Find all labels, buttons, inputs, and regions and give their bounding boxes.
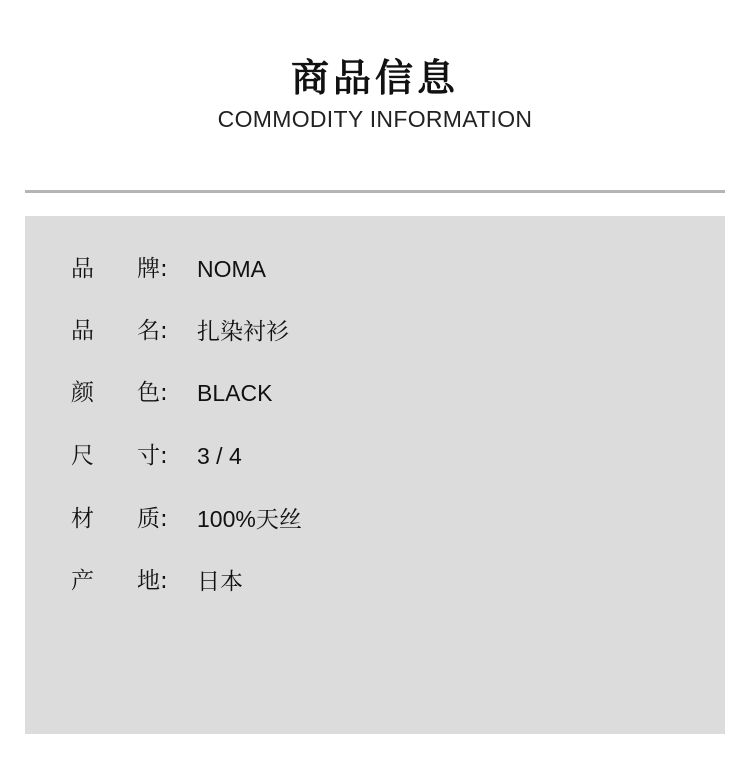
row-value: 扎染衬衫 xyxy=(197,318,289,344)
row-value: 3 / 4 xyxy=(197,443,242,469)
row-label-first-char: 尺 xyxy=(71,443,94,469)
row-label-first-char: 材 xyxy=(71,506,94,532)
product-info-panel xyxy=(25,216,725,734)
row-label-first-char: 颜 xyxy=(71,380,94,406)
row-label-second-char: 地: xyxy=(137,568,168,594)
info-row-brand xyxy=(25,252,725,286)
info-row-color xyxy=(25,376,725,410)
row-value: 日本 xyxy=(197,568,243,594)
page-title: 商品信息 xyxy=(290,56,459,100)
row-label-second-char: 名: xyxy=(137,318,168,344)
row-label-first-char: 产 xyxy=(71,568,94,594)
row-label-first-char: 品 xyxy=(71,318,94,344)
info-row-origin xyxy=(25,564,725,598)
row-label-first-char: 品 xyxy=(71,256,94,282)
info-row-name xyxy=(25,314,725,348)
row-label-second-char: 牌: xyxy=(137,256,168,282)
row-label-second-char: 质: xyxy=(137,506,168,532)
row-value: BLACK xyxy=(197,380,273,406)
header-divider xyxy=(25,190,725,193)
info-row-size xyxy=(25,439,725,473)
info-row-material xyxy=(25,502,725,536)
row-label-second-char: 寸: xyxy=(137,443,168,469)
page-subtitle: COMMODITY INFORMATION xyxy=(217,106,533,132)
row-value: 100%天丝 xyxy=(197,506,302,532)
row-value: NOMA xyxy=(197,256,266,282)
row-label-second-char: 色: xyxy=(137,380,168,406)
